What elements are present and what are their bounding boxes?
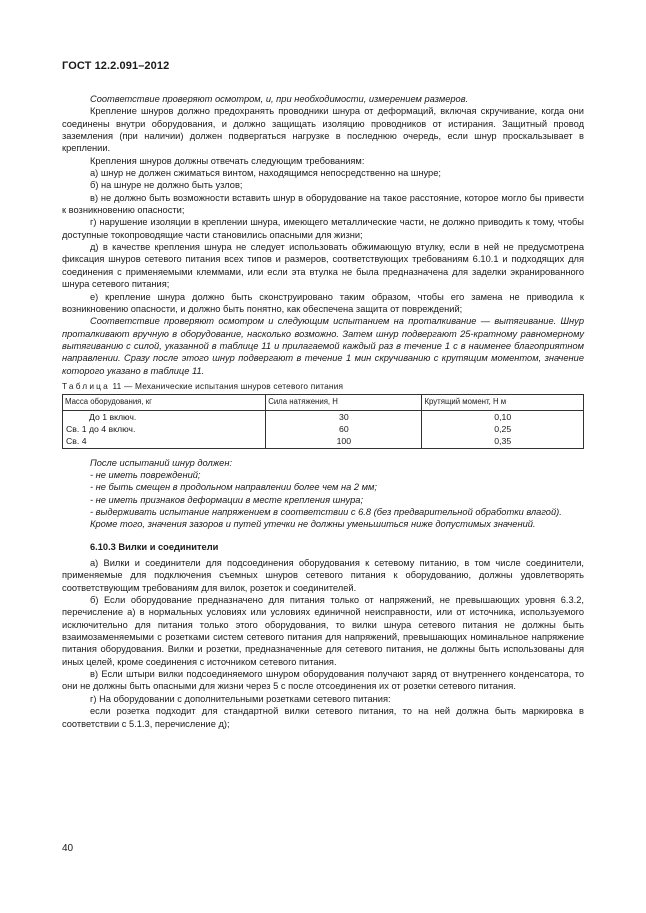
paragraph: е) крепление шнура должно быть сконструировано таким образом, чтобы его замена не приводила к возникновению опасности, и должно быть понятно, как обеспечена защита от повреждений; [62, 291, 584, 314]
table-row [63, 435, 584, 448]
bottom-paragraphs [62, 557, 584, 730]
paragraph: а) шнур не должен сжиматься винтом, находящимся непосредственно на шнуре; [90, 168, 441, 179]
torque-cell: 0,10 [422, 410, 584, 423]
paragraph: г) нарушение изоляции в креплении шнура, имеющего металлические части, не должно приводить к тому, чтобы доступные токопроводящие части становились опасными для жизни; [62, 217, 584, 240]
force-cell: 60 [266, 423, 422, 435]
table-caption [62, 380, 584, 392]
table-caption-title: — Механические испытания шнуров сетевого питания [123, 380, 344, 391]
paragraph: Крепления шнуров должны отвечать следующим требованиям: [90, 155, 365, 166]
column-header-mass: Масса оборудования, кг [63, 395, 266, 410]
column-header-torque: Крутящий момент, Н м [422, 395, 584, 410]
paragraph: а) Вилки и соединители для подсоединения оборудования к сетевому питанию, в том числе соединители, применяемые для подключения съемных шнуров сетевого питания к оборудованию, должны удовлетворять соответствующим требованиям для вилок, розеток и соединителей. [62, 558, 584, 593]
page-number: 40 [62, 843, 74, 854]
paragraph: Соответствие проверяют осмотром и следующим испытанием на проталкивание — вытягивание. Шнур проталкивают вручную в оборудование, насколько возможно. Затем шнур подвергают 25-кратному равномерному вытягиванию с силой, указанной в таблице 11 и прилагаемой каждый раз в течение 1 с в наименее благоприятном направлении. Сразу после этого шнур подвергают в течение 1 мин скручиванию с крутящим моментом, значение которого указано в таблице 11. [62, 316, 584, 376]
force-cell: 100 [266, 435, 422, 448]
top-paragraphs [62, 93, 584, 377]
table-row [63, 423, 584, 435]
paragraph: если розетка подходит для стандартной вилки сетевого питания, то на ней должна быть маркировка в соответствии с 5.1.3, перечисление д); [62, 706, 584, 729]
force-cell: 30 [266, 410, 422, 423]
mid-paragraphs [62, 457, 584, 531]
paragraph: - не иметь повреждений; [90, 469, 201, 480]
table-caption-label: Таблица [62, 380, 110, 391]
paragraph: После испытаний шнур должен: [90, 457, 233, 468]
torque-cell: 0,25 [422, 423, 584, 435]
mass-cell: До 1 включ. [63, 410, 266, 423]
paragraph: Соответствие проверяют осмотром, и, при необходимости, измерением размеров. [90, 94, 469, 104]
document-body [62, 93, 584, 730]
torque-cell: 0,35 [422, 435, 584, 448]
paragraph: б) на шнуре не должно быть узлов; [90, 180, 243, 191]
paragraph: - не быть смещен в продольном направлении более чем на 2 мм; [90, 482, 377, 493]
section-title: 6.10.3 Вилки и соединители [90, 541, 219, 552]
mass-cell: Св. 4 [63, 435, 266, 448]
paragraph: д) в качестве крепления шнура не следует использовать обжимающую втулку, если в ней не предусмотрена фиксация шнуров сетевого питания всех типов и размеров, соответствующих требованиям 6.10.1 и подходящих для соединения с применяемыми клеммами, или если эта втулка не была предназначена для заделки экранированного шнура сетевого питания; [62, 242, 584, 290]
paragraph: в) не должно быть возможности вставить шнур в оборудование на такое расстояние, которое могло бы привести к возникновению опасности; [62, 192, 584, 216]
table-row [63, 410, 584, 423]
cord-test-table [62, 394, 584, 448]
mass-cell: Св. 1 до 4 включ. [63, 423, 266, 435]
paragraph: Кроме того, значения зазоров и путей утечки не должны уменьшиться ниже допустимых значений. [90, 519, 536, 530]
paragraph: - выдерживать испытание напряжением в соответствии с 6.8 (без предварительной обработки влагой). [90, 507, 562, 517]
table-caption-number: 11 [112, 380, 122, 391]
document-header: ГОСТ 12.2.091–2012 [62, 60, 170, 72]
paragraph: б) Если оборудование предназначено для питания только от напряжений, не превышающих уровня 6.3.2, перечисление а) в нормальных условиях или условиях единичной неисправности, или от источника, используемого исключительно для питания только этого оборудования, то вилки шнура сетевого питания не должны быть взаимозаменяемыми с розетками систем сетевого питания для напряжений, превышающих номинальное напряжение питания оборудования. Вилки и розетки, предназначенные для сетевого питания, не должны быть использованы для иных целей, кроме соединения с источником сетевого питания. [62, 595, 584, 667]
paragraph: г) На оборудовании с дополнительными розетками сетевого питания: [90, 693, 391, 704]
paragraph: в) Если штыри вилки подсоединяемого шнуром оборудования получают заряд от внутреннего конденсатора, то они не должны быть опасными для жизни через 5 с после отсоединения их от розетки сетевого питания. [62, 669, 584, 692]
table-header-row [63, 395, 584, 410]
column-header-force: Сила натяжения, Н [266, 395, 422, 410]
paragraph: - не иметь признаков деформации в месте крепления шнура; [90, 494, 364, 505]
paragraph: Крепление шнуров должно предохранять проводники шнура от деформаций, включая скручивание, когда они соединены внутри оборудования, и должно защищать изоляцию проводников от истирания. Защитный провод заземления (при наличии) должен подвергаться нагрузке в последнюю очередь, если шнур проскальзывает в креплении. [62, 106, 584, 154]
